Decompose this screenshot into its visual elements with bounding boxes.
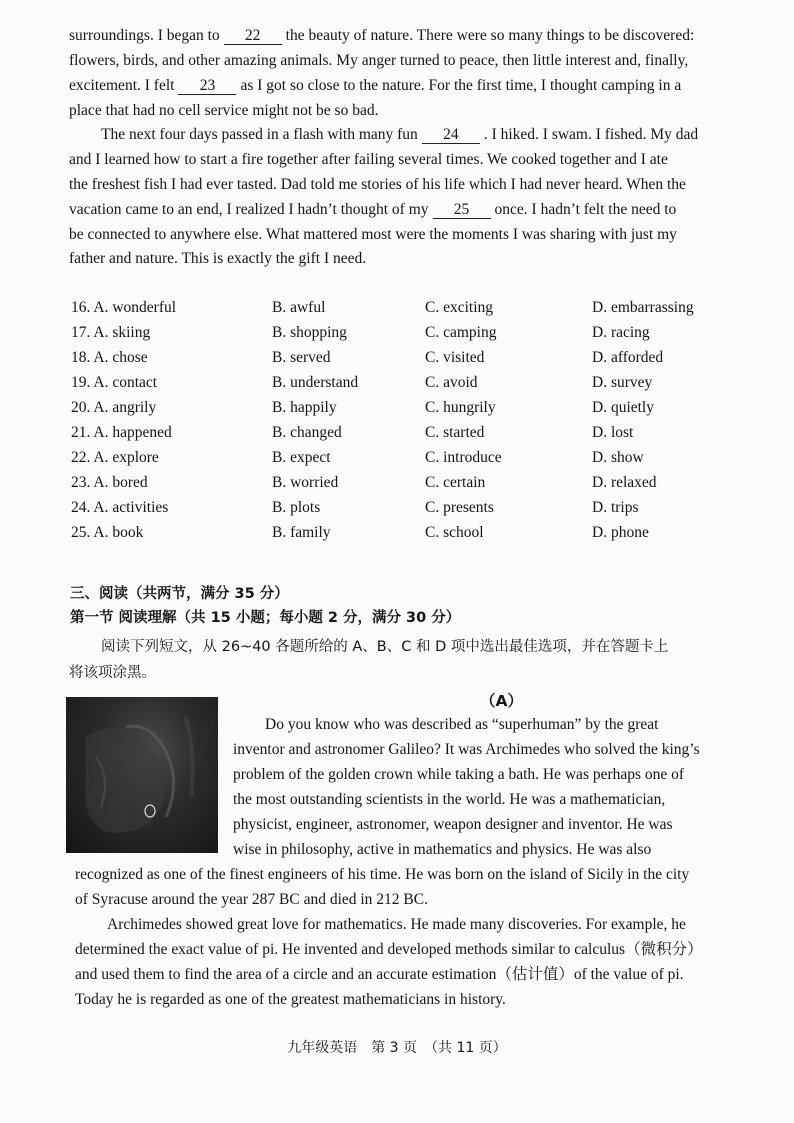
option-b: B. family [272,524,331,541]
option-b: B. awful [272,299,326,316]
option-d: D. lost [592,424,634,441]
option-a: 17. A. skiing [71,324,151,341]
option-c: C. visited [425,349,485,366]
passage-line: recognized as one of the finest engineers of his time. He was born on the island of Sicily in the city [75,866,690,883]
option-c: C. avoid [425,374,478,391]
question-options-25 [71,520,721,545]
cloze-line: place that had no cell service might not be so bad. [69,102,379,119]
option-a: 19. A. contact [71,374,158,391]
option-a: 22. A. explore [71,449,159,466]
answer-blank: 25 [433,201,491,219]
answer-blank: 23 [178,77,236,95]
passage-line: the most outstanding scientists in the world. He was a mathematician, [233,791,666,808]
option-c: C. presents [425,499,494,516]
question-options-24 [71,495,721,520]
option-a: 18. A. chose [71,349,148,366]
question-options-18 [71,345,721,370]
cloze-line: father and nature. This is exactly the gift I need. [69,250,367,267]
section-title: 三、阅读（共两节，满分 35 分） [70,586,289,602]
cloze-line: surroundings. I began to 22 the beauty of nature. There were so many things to be discovered: [69,27,695,44]
passage-line: determined the exact value of pi. He invented and developed methods similar to calculus（微积分） [75,941,703,958]
passage-line: Archimedes showed great love for mathematics. He made many discoveries. For example, he [107,916,686,933]
question-options-23 [71,470,721,495]
cloze-line: and I learned how to start a fire together after failing several times. We cooked together and I ate [69,151,668,168]
option-c: C. started [425,424,485,441]
question-options-20 [71,395,721,420]
option-d: D. embarrassing [592,299,694,316]
option-c: C. camping [425,324,497,341]
option-c: C. certain [425,474,486,491]
question-options-17 [71,320,721,345]
option-a: 24. A. activities [71,499,169,516]
option-b: B. shopping [272,324,347,341]
passage-line: Do you know who was described as “superhuman” by the great [265,716,659,733]
option-b: B. worried [272,474,339,491]
option-d: D. racing [592,324,650,341]
option-d: D. afforded [592,349,664,366]
passage-line: and used them to find the area of a circle and an accurate estimation（估计值）of the value of pi. [75,966,684,983]
cloze-line: excitement. I felt 23 as I got so close to the nature. For the first time, I thought camping in a [69,77,682,94]
option-b: B. changed [272,424,342,441]
cloze-line: the freshest fish I had ever tasted. Dad told me stories of his life which I had never heard. When the [69,176,686,193]
passage-line: inventor and astronomer Galileo? It was Archimedes who solved the king’s [233,741,700,758]
section-subtitle: 第一节 阅读理解（共 15 小题；每小题 2 分，满分 30 分） [70,610,461,626]
cloze-line: flowers, birds, and other amazing animals. My anger turned to peace, then little interest and, finally, [69,52,689,69]
option-d: D. survey [592,374,653,391]
cloze-line: vacation came to an end, I realized I hadn’t thought of my 25 once. I hadn’t felt the need to [69,201,677,218]
page-footer: 九年级英语 第 3 页 （共 11 页） [287,1040,507,1056]
cloze-line: The next four days passed in a flash with many fun 24 . I hiked. I swam. I fished. My dad [101,126,699,143]
question-options-22 [71,445,721,470]
option-c: C. hungrily [425,399,496,416]
option-a: 16. A. wonderful [71,299,177,316]
option-d: D. relaxed [592,474,657,491]
option-c: C. exciting [425,299,494,316]
cloze-line: be connected to anywhere else. What mattered most were the moments I was sharing with just my [69,226,677,243]
passage-line: wise in philosophy, active in mathematics and physics. He was also [233,841,652,858]
option-b: B. served [272,349,331,366]
passage-line: physicist, engineer, astronomer, weapon designer and inventor. He was [233,816,673,833]
passage-line: Today he is regarded as one of the greatest mathematicians in history. [75,991,506,1008]
passage-label: （A） [480,692,523,710]
option-b: B. understand [272,374,359,391]
option-a: 23. A. bored [71,474,148,491]
option-a: 21. A. happened [71,424,172,441]
option-b: B. plots [272,499,321,516]
option-c: C. school [425,524,484,541]
question-options-16 [71,295,721,320]
option-d: D. show [592,449,644,466]
option-b: B. expect [272,449,331,466]
option-d: D. quietly [592,399,654,416]
option-c: C. introduce [425,449,502,466]
question-options-21 [71,420,721,445]
option-a: 20. A. angrily [71,399,157,416]
passage-line: problem of the golden crown while taking a bath. He was perhaps one of [233,766,685,783]
option-d: D. phone [592,524,649,541]
option-d: D. trips [592,499,639,516]
option-a: 25. A. book [71,524,144,541]
passage-line: of Syracuse around the year 287 BC and died in 212 BC. [75,891,428,908]
answer-blank: 24 [422,126,480,144]
question-options-19 [71,370,721,395]
instruction-text: 将该项涂黑。 [69,665,156,681]
archimedes-photo [66,697,218,853]
instruction-text: 阅读下列短文，从 26~40 各题所给的 A、B、C 和 D 项中选出最佳选项，并在答题卡上 [101,639,669,655]
option-b: B. happily [272,399,337,416]
answer-blank: 22 [224,27,282,45]
